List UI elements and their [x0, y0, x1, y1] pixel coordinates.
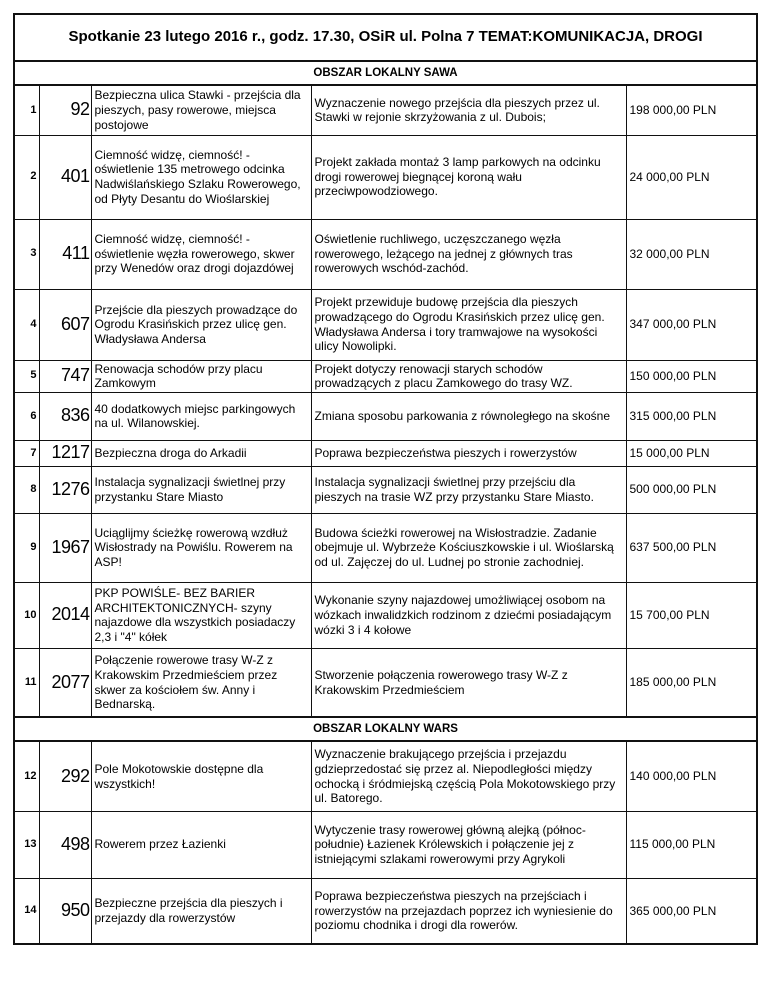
row-number-cell: 14	[14, 878, 39, 944]
project-id-cell: 2014	[39, 582, 91, 648]
project-cost-cell: 198 000,00 PLN	[626, 85, 757, 135]
project-description-cell: Projekt zakłada montaż 3 lamp parkowych na odcinku drogi rowerowej biegnącej koroną wału przeciwpowodziowego.	[311, 135, 626, 219]
project-description-cell: Projekt dotyczy renowacji starych schodów prowadzących z placu Zamkowego do trasy WZ.	[311, 360, 626, 392]
project-description-cell: Projekt przewiduje budowę przejścia dla pieszych prowadzącego do Ogrodu Krasińskich przez ulicę gen. Władysława Andersa i tory tramwajowe na wysokości ulicy Nowolipki.	[311, 289, 626, 360]
project-cost-cell: 637 500,00 PLN	[626, 513, 757, 582]
project-description-cell: Wyznaczenie brakującego przejścia i przejazdu gdzieprzedostać się przez al. Niepodległości między ochocką i śródmiejską częścią Pola Mokotowskiego przy ul. Batorego.	[311, 741, 626, 811]
row-number-cell: 1	[14, 85, 39, 135]
row-number-cell: 2	[14, 135, 39, 219]
project-description-cell: Wyznaczenie nowego przejścia dla pieszych przez ul. Stawki w rejonie skrzyżowania z ul. Dubois;	[311, 85, 626, 135]
project-row	[14, 440, 757, 466]
project-row	[14, 135, 757, 219]
meeting-title: Spotkanie 23 lutego 2016 r., godz. 17.30, OSiR ul. Polna 7 TEMAT:KOMUNIKACJA, DROGI	[14, 14, 757, 61]
project-title-cell: Bezpieczna ulica Stawki - przejścia dla pieszych, pasy rowerowe, miejsca postojowe	[91, 85, 311, 135]
project-id-cell: 401	[39, 135, 91, 219]
project-cost-cell: 24 000,00 PLN	[626, 135, 757, 219]
project-title-cell: Bezpieczne przejścia dla pieszych i przejazdy dla rowerzystów	[91, 878, 311, 944]
project-row	[14, 219, 757, 289]
project-description-cell: Wytyczenie trasy rowerowej główną alejką (północ-południe) Łazienek Królewskich i połączenie jej z istniejącymi szlakami rowerowymi przy Agrykoli	[311, 811, 626, 878]
project-row	[14, 582, 757, 648]
project-id-cell: 292	[39, 741, 91, 811]
project-cost-cell: 365 000,00 PLN	[626, 878, 757, 944]
row-number-cell: 9	[14, 513, 39, 582]
project-description-cell: Wykonanie szyny najazdowej umożliwiącej osobom na wózkach inwalidzkich rodzinom z dziećmi posiadającym wózki 3 i 4 kołowe	[311, 582, 626, 648]
project-cost-cell: 15 000,00 PLN	[626, 440, 757, 466]
project-cost-cell: 15 700,00 PLN	[626, 582, 757, 648]
row-number-cell: 5	[14, 360, 39, 392]
project-title-cell: Ciemność widzę, ciemność! - oświetlenie węzła rowerowego, skwer przy Wenedów oraz drogi dojazdówej	[91, 219, 311, 289]
project-id-cell: 950	[39, 878, 91, 944]
project-cost-cell: 347 000,00 PLN	[626, 289, 757, 360]
project-title-cell: Renowacja schodów przy placu Zamkowym	[91, 360, 311, 392]
project-description-cell: Poprawa bezpieczeństwa pieszych na przejściach i rowerzystów na przejazdach poprzez ich wyniesienie do poziomu chodnika i drogi dla rowerów.	[311, 878, 626, 944]
project-row	[14, 741, 757, 811]
project-row	[14, 466, 757, 513]
row-number-cell: 11	[14, 648, 39, 717]
project-title-cell: Ciemność widzę, ciemność! - oświetlenie 135 metrowego odcinka Nadwiślańskiego Szlaku Rowerowego, od Płyty Desantu do Wioślarskiej	[91, 135, 311, 219]
project-cost-cell: 315 000,00 PLN	[626, 392, 757, 440]
project-cost-cell: 500 000,00 PLN	[626, 466, 757, 513]
section-header-row	[14, 61, 757, 85]
project-title-cell: Instalacja sygnalizacji świetlnej przy przystanku Stare Miasto	[91, 466, 311, 513]
project-row	[14, 878, 757, 944]
section-header-label: OBSZAR LOKALNY WARS	[14, 717, 757, 741]
project-id-cell: 92	[39, 85, 91, 135]
row-number-cell: 6	[14, 392, 39, 440]
project-cost-cell: 185 000,00 PLN	[626, 648, 757, 717]
project-id-cell: 1967	[39, 513, 91, 582]
project-description-cell: Poprawa bezpieczeństwa pieszych i rowerzystów	[311, 440, 626, 466]
row-number-cell: 12	[14, 741, 39, 811]
row-number-cell: 10	[14, 582, 39, 648]
project-title-cell: Rowerem przez Łazienki	[91, 811, 311, 878]
project-id-cell: 498	[39, 811, 91, 878]
project-cost-cell: 32 000,00 PLN	[626, 219, 757, 289]
project-cost-cell: 115 000,00 PLN	[626, 811, 757, 878]
row-number-cell: 4	[14, 289, 39, 360]
section-header-row	[14, 717, 757, 741]
project-cost-cell: 150 000,00 PLN	[626, 360, 757, 392]
project-row	[14, 392, 757, 440]
project-id-cell: 836	[39, 392, 91, 440]
project-description-cell: Instalacja sygnalizacji świetlnej przy przejściu dla pieszych na trasie WZ przy przystanku Stare Miasto.	[311, 466, 626, 513]
project-title-cell: Pole Mokotowskie dostępne dla wszystkich!	[91, 741, 311, 811]
project-row	[14, 85, 757, 135]
row-number-cell: 3	[14, 219, 39, 289]
project-title-cell: Połączenie rowerowe trasy W-Z z Krakowskim Przedmieściem przez skwer za kościołem św. Anny i Bednarską.	[91, 648, 311, 717]
project-row	[14, 811, 757, 878]
project-id-cell: 1217	[39, 440, 91, 466]
project-description-cell: Oświetlenie ruchliwego, uczęszczanego węzła rowerowego, leżącego na jednej z głównych tras rowerowych wschód-zachód.	[311, 219, 626, 289]
project-id-cell: 607	[39, 289, 91, 360]
project-title-cell: PKP POWIŚLE- BEZ BARIER ARCHITEKTONICZNYCH- szyny najazdowe dla wszystkich posiadaczy 2,3 i "4" kółek	[91, 582, 311, 648]
row-number-cell: 13	[14, 811, 39, 878]
project-id-cell: 411	[39, 219, 91, 289]
project-title-cell: Przejście dla pieszych prowadzące do Ogrodu Krasińskich przez ulicę gen. Władysława Andersa	[91, 289, 311, 360]
project-id-cell: 1276	[39, 466, 91, 513]
project-row	[14, 289, 757, 360]
section-header-label: OBSZAR LOKALNY SAWA	[14, 61, 757, 85]
title-row	[14, 14, 757, 61]
project-row	[14, 648, 757, 717]
project-description-cell: Budowa ścieżki rowerowej na Wisłostradzie. Zadanie obejmuje ul. Wybrzeże Kościuszkowskie i ul. Wioślarską od ul. Zajęczej do ul. Ludnej po stronie zachodniej.	[311, 513, 626, 582]
project-id-cell: 2077	[39, 648, 91, 717]
project-title-cell: Uciąglijmy ścieżkę rowerową wzdłuż Wisłostrady na Powiślu. Rowerem na ASP!	[91, 513, 311, 582]
project-id-cell: 747	[39, 360, 91, 392]
row-number-cell: 7	[14, 440, 39, 466]
project-title-cell: 40 dodatkowych miejsc parkingowych na ul. Wilanowskiej.	[91, 392, 311, 440]
project-description-cell: Zmiana sposobu parkowania z równoległego na skośne	[311, 392, 626, 440]
project-cost-cell: 140 000,00 PLN	[626, 741, 757, 811]
project-row	[14, 360, 757, 392]
row-number-cell: 8	[14, 466, 39, 513]
project-title-cell: Bezpieczna droga do Arkadii	[91, 440, 311, 466]
project-description-cell: Stworzenie połączenia rowerowego trasy W-Z z Krakowskim Przedmieściem	[311, 648, 626, 717]
projects-table	[13, 13, 758, 945]
project-row	[14, 513, 757, 582]
